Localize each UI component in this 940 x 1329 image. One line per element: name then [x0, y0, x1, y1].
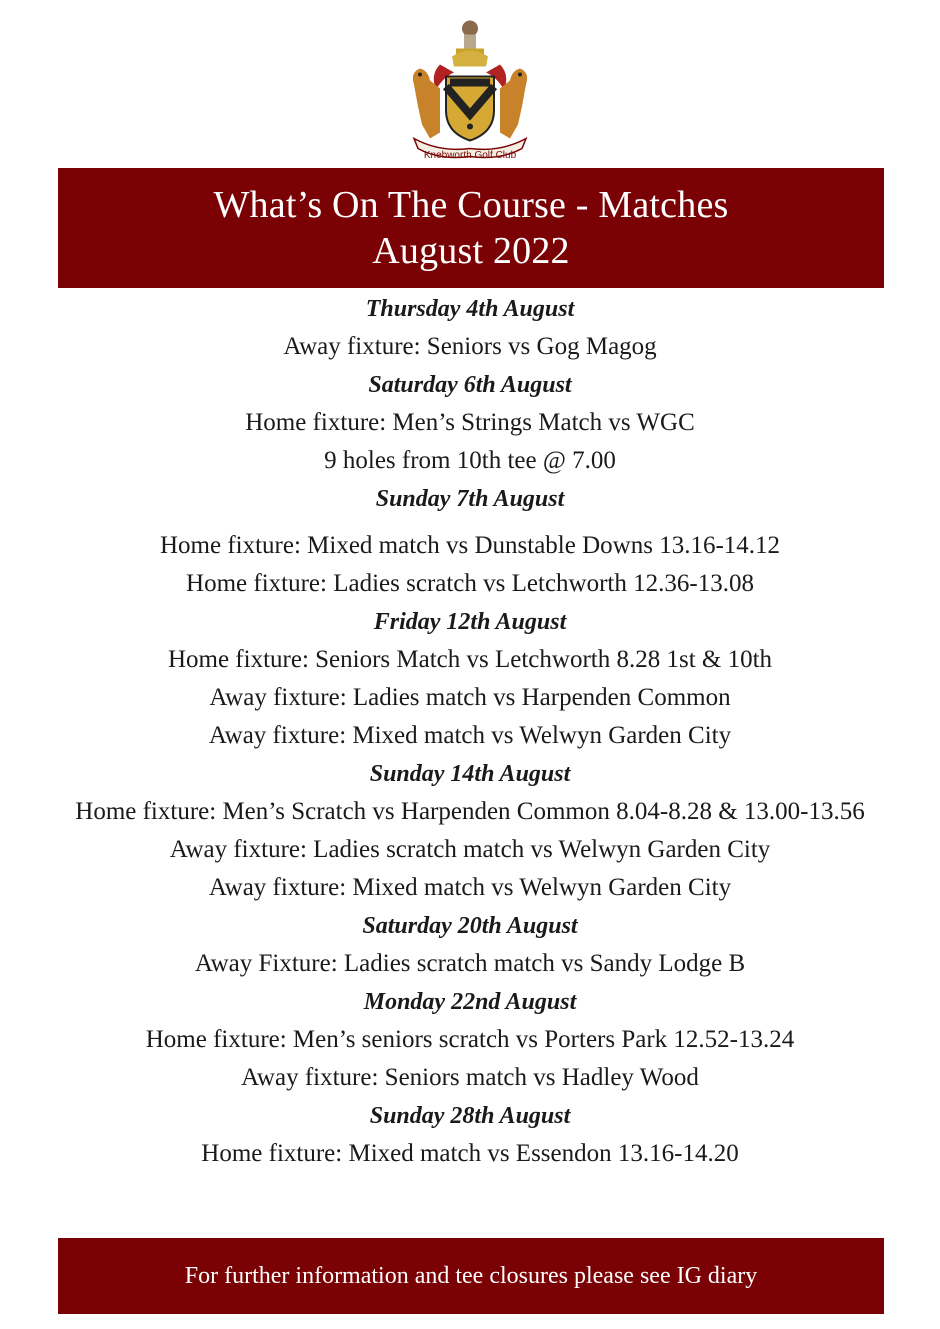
- spacer: [0, 518, 940, 527]
- fixture-line: Away fixture: Seniors match vs Hadley Wood: [241, 1064, 699, 1091]
- fixture-line: Home fixture: Men’s Scratch vs Harpenden Common 8.04-8.28 & 13.00-13.56: [75, 798, 865, 825]
- day-heading: Sunday 7th August: [375, 486, 565, 512]
- fixture-line: 9 holes from 10th tee @ 7.00: [324, 447, 616, 474]
- day-heading: Saturday 6th August: [368, 372, 572, 398]
- fixture-line: Away fixture: Seniors vs Gog Magog: [283, 333, 657, 360]
- day-group: [0, 907, 940, 983]
- fixture-line: Away fixture: Ladies match vs Harpenden Common: [209, 684, 731, 711]
- day-group: [0, 290, 940, 366]
- club-crest-icon: [400, 12, 540, 167]
- day-heading: Monday 22nd August: [363, 989, 577, 1015]
- footer-note: For further information and tee closures please see IG diary: [58, 1238, 884, 1314]
- fixture-line: Away fixture: Mixed match vs Welwyn Garden City: [208, 722, 732, 749]
- club-name-caption: Knebworth Golf Club: [423, 150, 517, 161]
- day-heading: Sunday 28th August: [369, 1103, 571, 1129]
- fixture-line: Away fixture: Mixed match vs Welwyn Garden City: [208, 874, 732, 901]
- day-group: [0, 1097, 940, 1173]
- fixture-line: Away Fixture: Ladies scratch match vs Sandy Lodge B: [194, 950, 746, 977]
- fixture-line: Home fixture: Men’s Strings Match vs WGC: [245, 409, 695, 436]
- fixture-line: Home fixture: Mixed match vs Dunstable Downs 13.16-14.12: [159, 532, 781, 559]
- day-heading: Sunday 14th August: [369, 761, 571, 787]
- day-group: [0, 366, 940, 480]
- day-group: [0, 480, 940, 603]
- fixture-line: Home fixture: Ladies scratch vs Letchworth 12.36-13.08: [186, 570, 754, 597]
- day-heading: Friday 12th August: [373, 609, 567, 635]
- fixture-line: Home fixture: Seniors Match vs Letchworth 8.28 1st & 10th: [167, 646, 773, 673]
- fixture-line: Home fixture: Men’s seniors scratch vs Porters Park 12.52-13.24: [145, 1026, 795, 1053]
- day-group: [0, 983, 940, 1097]
- title-banner: [58, 168, 884, 288]
- day-group: [0, 755, 940, 907]
- day-group: [0, 603, 940, 755]
- page-title: What’s On The Course - Matches: [213, 184, 729, 226]
- day-heading: Thursday 4th August: [365, 296, 575, 322]
- fixture-schedule: [0, 290, 940, 1173]
- page-subtitle-month: August 2022: [372, 230, 570, 272]
- fixture-line: Home fixture: Mixed match vs Essendon 13.16-14.20: [201, 1140, 739, 1167]
- day-heading: Saturday 20th August: [362, 913, 578, 939]
- fixture-line: Away fixture: Ladies scratch match vs Welwyn Garden City: [169, 836, 771, 863]
